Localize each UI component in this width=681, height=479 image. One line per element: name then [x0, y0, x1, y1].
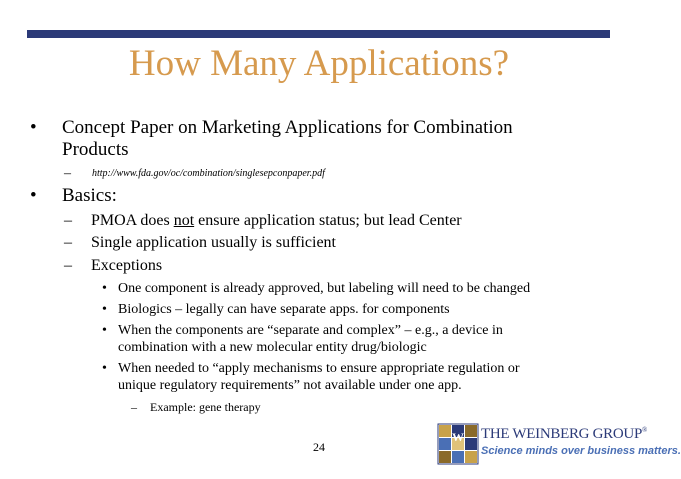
registered-mark: ®: [642, 426, 648, 434]
sub-bullet-text-pre: PMOA does: [91, 212, 174, 229]
logo-mark-letter: W: [452, 430, 464, 444]
exception-text: One component is already approved, but labeling will need to be changed: [118, 281, 531, 296]
emphasis-not: not: [173, 212, 195, 229]
bullet-text: Basics:: [62, 185, 117, 206]
logo-tagline: Science minds over business matters.: [481, 445, 681, 457]
dash-marker: –: [64, 234, 72, 251]
dash-marker: –: [64, 166, 71, 181]
logo-name: [481, 426, 647, 443]
bullet-marker: •: [102, 281, 107, 296]
sub-bullet-text: [91, 212, 462, 230]
exception-text: When the components are “separate and complex” – e.g., a device in: [118, 323, 503, 338]
bullet-marker: •: [102, 323, 107, 338]
dash-marker: –: [131, 400, 137, 414]
logo-mark-icon: [438, 424, 478, 464]
concept-paper-link[interactable]: http://www.fda.gov/oc/combination/singlesepconpaper.pdf: [92, 168, 325, 179]
sub-bullet-text-post: ensure application status; but lead Center: [194, 212, 462, 229]
exception-text: When needed to “apply mechanisms to ensure appropriate regulation or: [118, 361, 520, 376]
sub-bullet-text: Single application usually is sufficient: [91, 234, 336, 251]
bullet-text: Products: [62, 139, 129, 160]
company-logo: [438, 424, 681, 464]
page-number: 24: [313, 440, 325, 454]
exception-text: unique regulatory requirements” not available under one app.: [118, 378, 462, 393]
logo-name-text: THE WEINBERG GROUP: [481, 426, 642, 442]
bullet-marker: •: [30, 185, 37, 206]
dash-marker: –: [64, 257, 72, 274]
bullet-marker: •: [30, 117, 37, 138]
example-text: Example: gene therapy: [150, 400, 261, 414]
bullet-marker: •: [102, 302, 107, 317]
dash-marker: –: [64, 212, 72, 229]
exception-text: Biologics – legally can have separate apps. for components: [118, 302, 450, 317]
bullet-marker: •: [102, 361, 107, 376]
sub-bullet-text: Exceptions: [91, 257, 163, 274]
exception-text: combination with a new molecular entity drug/biologic: [118, 340, 427, 355]
slide-title: How Many Applications?: [128, 43, 510, 84]
bullet-text: Concept Paper on Marketing Applications for Combination: [62, 117, 513, 138]
